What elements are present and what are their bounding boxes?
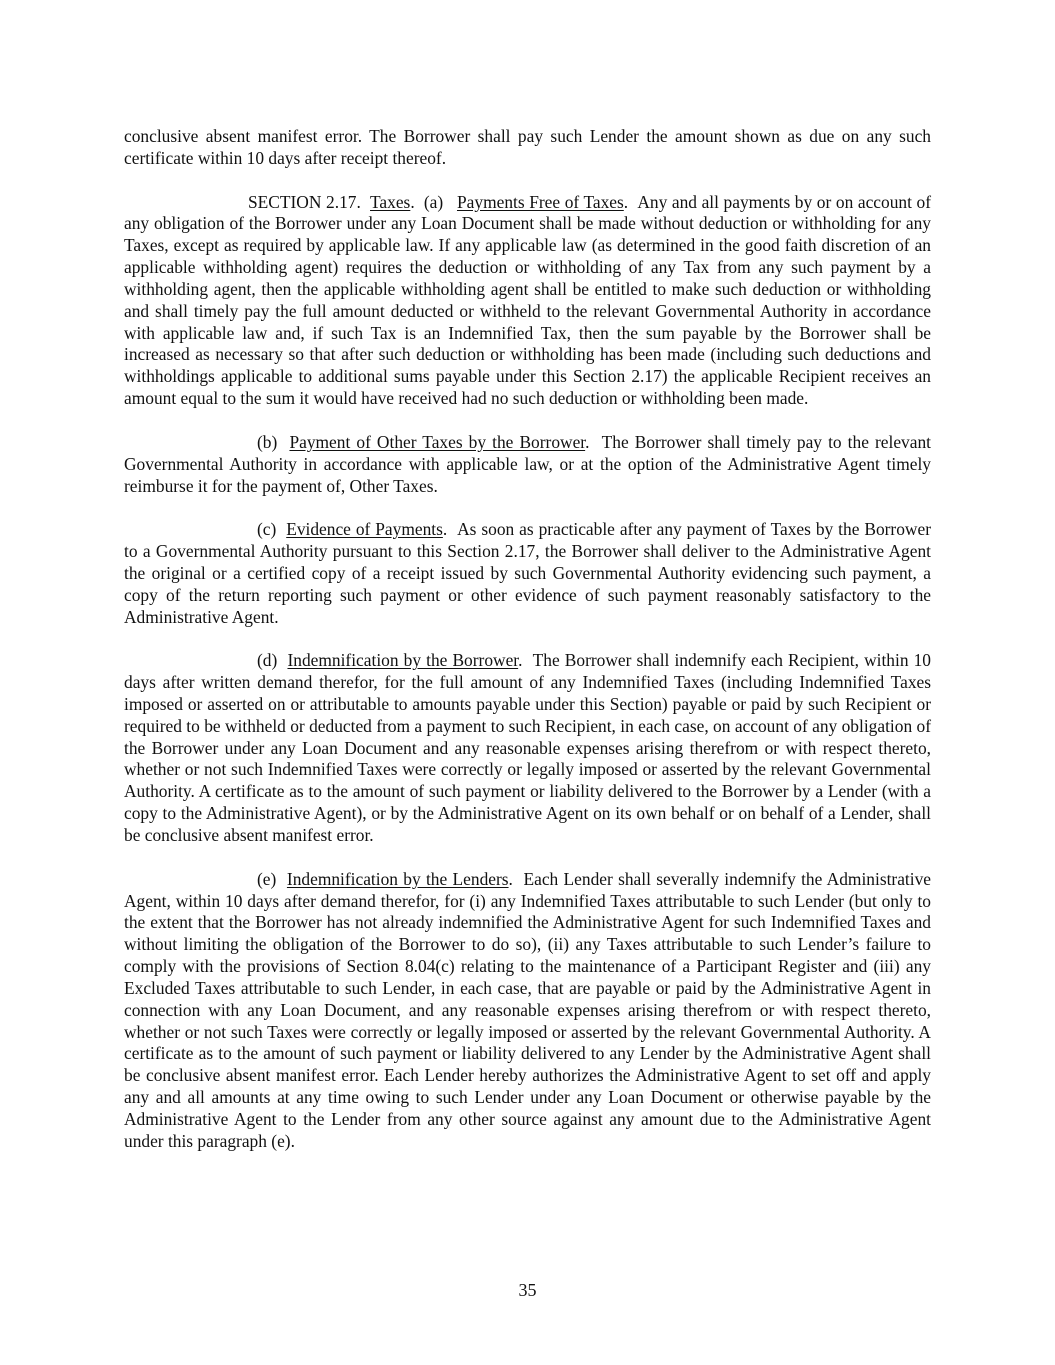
subsection-b-heading: Payment of Other Taxes by the Borrower [289,431,586,452]
subsection-c-label: (c) [257,519,277,540]
subsection-a-body: Any and all payments by or on account of any obligation of the Borrower under any Loan Document shall be made without deduction or withholding for any Taxes, except as required by applicable law. If any applicable law (as determined in the good faith discretion of an applicable withholding agent) requires the deduction or withholding of any Tax from any such payment by a withholding agent, then the applicable withholding agent shall be entitled to make such deduction or withholding and shall timely pay the full amount deducted or withheld to the relevant Governmental Authority in accordance with applicable law and, if such Tax is an Indemnified Tax, then the sum payable by the Borrower shall be increased as necessary so that after such deduction or withholding has been made (including such deductions and withholdings applicable to additional sums payable under this Section 2.17) the applicable Recipient receives an amount equal to the sum it would have received had no such deduction or withholding been made. [124,191,932,409]
subsection-b-label: (b) [257,431,278,452]
subsection-c-paragraph: (c) Evidence of Payments. As soon as practicable after any payment of Taxes by the Borrower to a Governmental Authority pursuant to this Section 2.17, the Borrower shall deliver to the Administrative Agent the original or a certified copy of a receipt issued by such Governmental Authority evidencing such payment, a copy of the return reporting such payment or other evidence of such payment reasonably satisfactory to the Administrative Agent. [124,519,931,627]
subsection-c-body: As soon as practicable after any payment of Taxes by the Borrower to a Governmental Authority pursuant to this Section 2.17, the Borrower shall deliver to the Administrative Agent the original or a certified copy of a receipt issued by such Governmental Authority evidencing such payment, a copy of the return reporting such payment or other evidence of such payment reasonably satisfactory to the Administrative Agent. [124,519,931,627]
subsection-b-paragraph: (b) Payment of Other Taxes by the Borrower. The Borrower shall timely pay to the relevant Governmental Authority in accordance with applicable law, or at the option of the Administrative Agent timely reimburse it for the payment of, Other Taxes. [124,431,932,496]
subsection-d-paragraph: (d) Indemnification by the Borrower. The Borrower shall indemnify each Recipient, within 10 days after written demand therefor, for the full amount of any Indemnified Taxes (including Indemnified Taxes imposed or asserted on or attributable to amounts payable under this Section) payable or paid by such Recipient or required to be withheld or deducted from a payment to such Recipient, in each case, on account of any obligation of the Borrower under any Loan Document and any reasonable expenses arising therefrom or with respect thereto, whether or not such Indemnified Taxes were correctly or legally imposed or asserted by the relevant Governmental Authority. A certificate as to the amount of such payment or liability delivered to the Borrower by a Lender (with a copy to the Administrative Agent), or by the Administrative Agent on its own behalf or on behalf of a Lender, shall be conclusive absent manifest error. [124,650,931,845]
continuation-text: conclusive absent manifest error. The Borrower shall pay such Lender the amount shown as due on any such certificate within 10 days after receipt thereof. [124,126,931,168]
subsection-e-heading: Indemnification by the Lenders [286,868,509,889]
section-2-17-paragraph-a: SECTION 2.17. Taxes. (a) Payments Free of Taxes. Any and all payments by or on account of any obligation of the Borrower under any Loan Document shall be made without deduction or withholding for any Taxes, except as required by applicable law. If any applicable law (as determined in the good faith discretion of an applicable withholding agent) requires the deduction or withholding of any Tax from any such payment by a withholding agent, then the applicable withholding agent shall be entitled to make such deduction or withholding and shall timely pay the full amount deducted or withheld to the relevant Governmental Authority in accordance with applicable law and, if such Tax is an Indemnified Tax, then the sum payable by the Borrower shall be increased as necessary so that after such deduction or withholding has been made (including such deductions and withholdings applicable to additional sums payable under this Section 2.17) the applicable Recipient receives an amount equal to the sum it would have received had no such deduction or withholding been made. [124,191,932,409]
continuation-paragraph [124,126,931,170]
section-title: Taxes [370,191,411,212]
subsection-d-label: (d) [257,650,278,671]
subsection-c-heading: Evidence of Payments [286,519,443,540]
subsection-e-body: Each Lender shall severally indemnify the Administrative Agent, within 10 days after demand therefor, for (i) any Indemnified Taxes attributable to such Lender (but only to the extent that the Borrower has not already indemnified the Administrative Agent for such Indemnified Taxes and without limiting the obligation of the Borrower to do so), (ii) any Taxes attributable to such Lender’s failure to comply with the provisions of Section 8.04(c) relating to the maintenance of a Participant Register and (iii) any Excluded Taxes attributable to such Lender, in each case, that are payable or paid by the Administrative Agent in connection with any Loan Document, and any reasonable expenses arising therefrom or with respect thereto, whether or not such Taxes were correctly or legally imposed or asserted by the relevant Governmental Authority. A certificate as to the amount of such payment or liability delivered to any Lender by the Administrative Agent shall be conclusive absent manifest error. Each Lender hereby authorizes the Administrative Agent to set off and apply any and all amounts at any time owing to such Lender under any Loan Document or otherwise payable by the Administrative Agent to the Lender from any other source against any amount due to the Administrative Agent under this paragraph (e). [124,868,932,1151]
section-number: SECTION 2.17. [248,191,361,212]
subsection-b-body: The Borrower shall timely pay to the relevant Governmental Authority in accordance with applicable law, or at the option of the Administrative Agent timely reimburse it for the payment of, Other Taxes. [124,431,932,496]
subsection-e-paragraph: (e) Indemnification by the Lenders. Each Lender shall severally indemnify the Administrative Agent, within 10 days after demand therefor, for (i) any Indemnified Taxes attributable to such Lender (but only to the extent that the Borrower has not already indemnified the Administrative Agent for such Indemnified Taxes and without limiting the obligation of the Borrower to do so), (ii) any Taxes attributable to such Lender’s failure to comply with the provisions of Section 8.04(c) relating to the maintenance of a Participant Register and (iii) any Excluded Taxes attributable to such Lender, in each case, that are payable or paid by the Administrative Agent in connection with any Loan Document, and any reasonable expenses arising therefrom or with respect thereto, whether or not such Taxes were correctly or legally imposed or asserted by the relevant Governmental Authority. A certificate as to the amount of such payment or liability delivered to any Lender by the Administrative Agent shall be conclusive absent manifest error. Each Lender hereby authorizes the Administrative Agent to set off and apply any and all amounts at any time owing to such Lender under any Loan Document or otherwise payable by the Administrative Agent to the Lender from any other source against any amount due to the Administrative Agent under this paragraph (e). [124,868,932,1151]
subsection-d-heading: Indemnification by the Borrower [287,650,519,671]
subsection-a-heading: Payments Free of Taxes [456,191,624,212]
document-page [124,126,931,1175]
subsection-e-label: (e) [257,868,277,889]
subsection-a-label: (a) [423,191,444,212]
page-number: 35 [518,1280,537,1300]
subsection-d-body: The Borrower shall indemnify each Recipient, within 10 days after written demand therefor, for the full amount of any Indemnified Taxes (including Indemnified Taxes imposed or asserted on or attributable to amounts payable under this Section) payable or paid by such Recipient or required to be withheld or deducted from a payment to such Recipient, in each case, on account of any obligation of the Borrower under any Loan Document and any reasonable expenses arising therefrom or with respect thereto, whether or not such Indemnified Taxes were correctly or legally imposed or asserted by the relevant Governmental Authority. A certificate as to the amount of such payment or liability delivered to the Borrower by a Lender (with a copy to the Administrative Agent), or by the Administrative Agent on its own behalf or on behalf of a Lender, shall be conclusive absent manifest error. [124,650,931,845]
